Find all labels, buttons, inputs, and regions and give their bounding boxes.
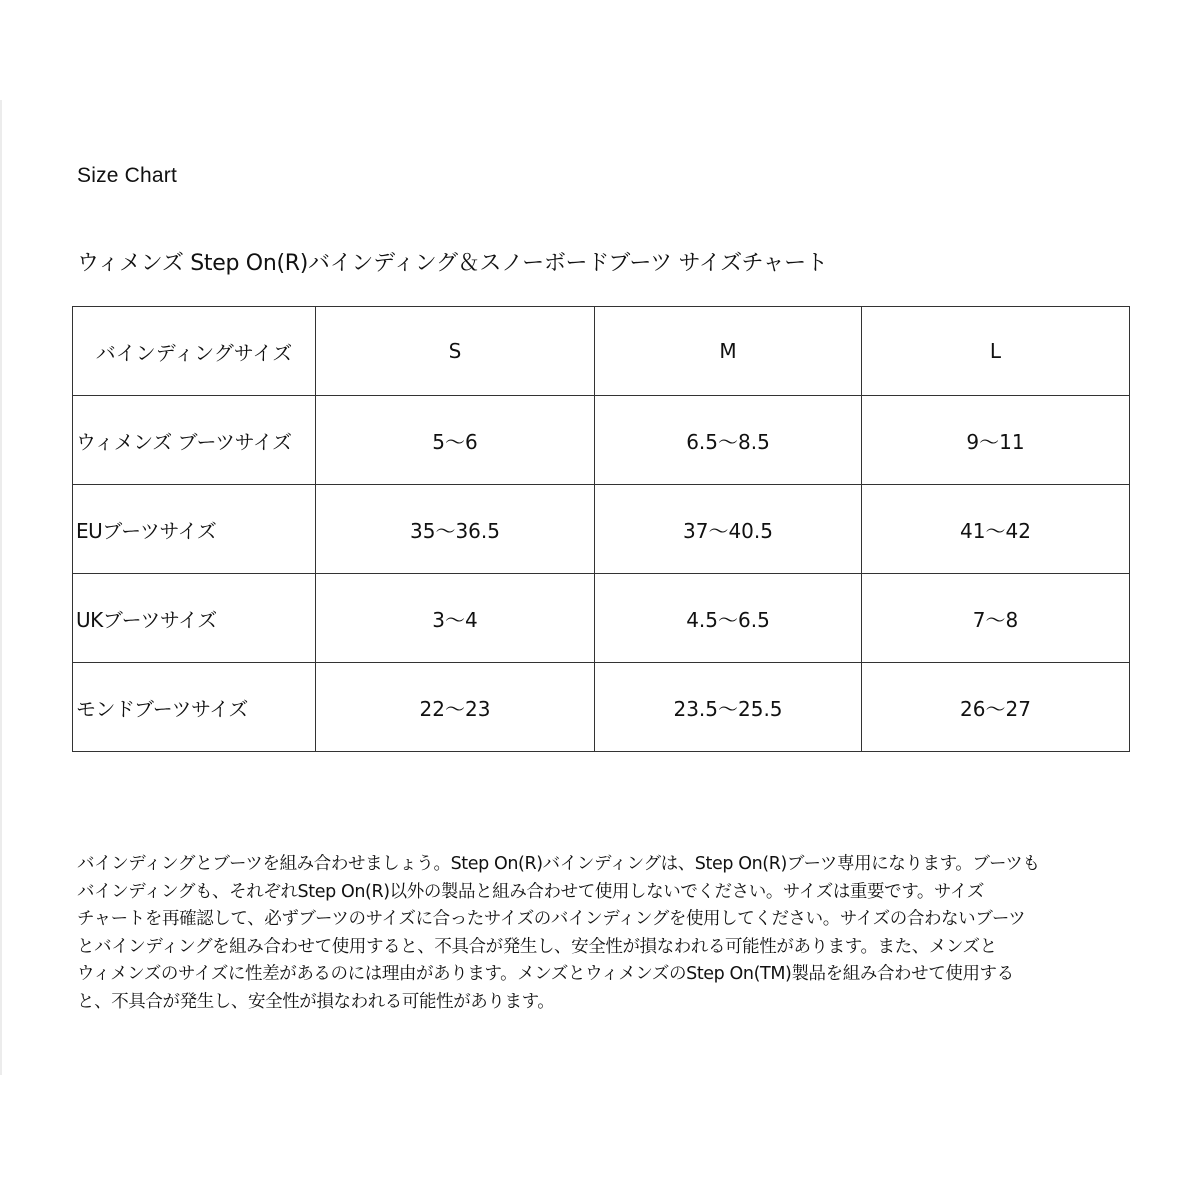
- page-title: ウィメンズ Step On(R)バインディング＆スノーボードブーツ サイズチャート: [77, 251, 828, 276]
- table-row: [73, 485, 1130, 574]
- header-binding-size: バインディングサイズ: [73, 307, 316, 396]
- table-row: [73, 663, 1130, 752]
- table-row: [73, 574, 1130, 663]
- table-cell: 41〜42: [862, 485, 1130, 574]
- notes-line: バインディングとブーツを組み合わせましょう。Step On(R)バインディングは、Step On(R)ブーツ専用になります。ブーツも: [77, 854, 1040, 874]
- table-cell: 3〜4: [316, 574, 595, 663]
- table-cell: 5〜6: [316, 396, 595, 485]
- notes-line: とバインディングを組み合わせて使用すると、不具合が発生し、安全性が損なわれる可能性があります。また、メンズと: [77, 936, 997, 957]
- table-cell: 23.5〜25.5: [595, 663, 862, 752]
- table-cell: 9〜11: [862, 396, 1130, 485]
- table-cell: 37〜40.5: [595, 485, 862, 574]
- table-cell: 26〜27: [862, 663, 1130, 752]
- notes-paragraph: [77, 851, 1137, 1016]
- table-cell: 22〜23: [316, 663, 595, 752]
- size-chart-table: [72, 306, 1130, 752]
- notes-line: チャートを再確認して、必ずブーツのサイズに合ったサイズのバインディングを使用してください。サイズの合わないブーツ: [77, 909, 1026, 929]
- notes-line: バインディングも、それぞれStep On(R)以外の製品と組み合わせて使用しないでください。サイズは重要です。サイズ: [77, 881, 984, 902]
- size-chart-label: Size Chart: [77, 164, 178, 187]
- notes-line: ウィメンズのサイズに性差があるのには理由があります。メンズとウィメンズのStep On(TM)製品を組み合わせて使用する: [77, 964, 1014, 984]
- table-cell: 4.5〜6.5: [595, 574, 862, 663]
- table-row: [73, 396, 1130, 485]
- table-header-row: [73, 307, 1130, 396]
- row-label: EUブーツサイズ: [73, 485, 316, 574]
- header-size-s: S: [316, 307, 595, 396]
- header-size-l: L: [862, 307, 1130, 396]
- left-border-rule: [0, 100, 2, 1075]
- table-cell: 6.5〜8.5: [595, 396, 862, 485]
- notes-line: と、不具合が発生し、安全性が損なわれる可能性があります。: [77, 991, 555, 1012]
- row-label: モンドブーツサイズ: [73, 663, 316, 752]
- header-size-m: M: [595, 307, 862, 396]
- row-label: UKブーツサイズ: [73, 574, 316, 663]
- table-cell: 35〜36.5: [316, 485, 595, 574]
- row-label: ウィメンズ ブーツサイズ: [73, 396, 316, 485]
- table-cell: 7〜8: [862, 574, 1130, 663]
